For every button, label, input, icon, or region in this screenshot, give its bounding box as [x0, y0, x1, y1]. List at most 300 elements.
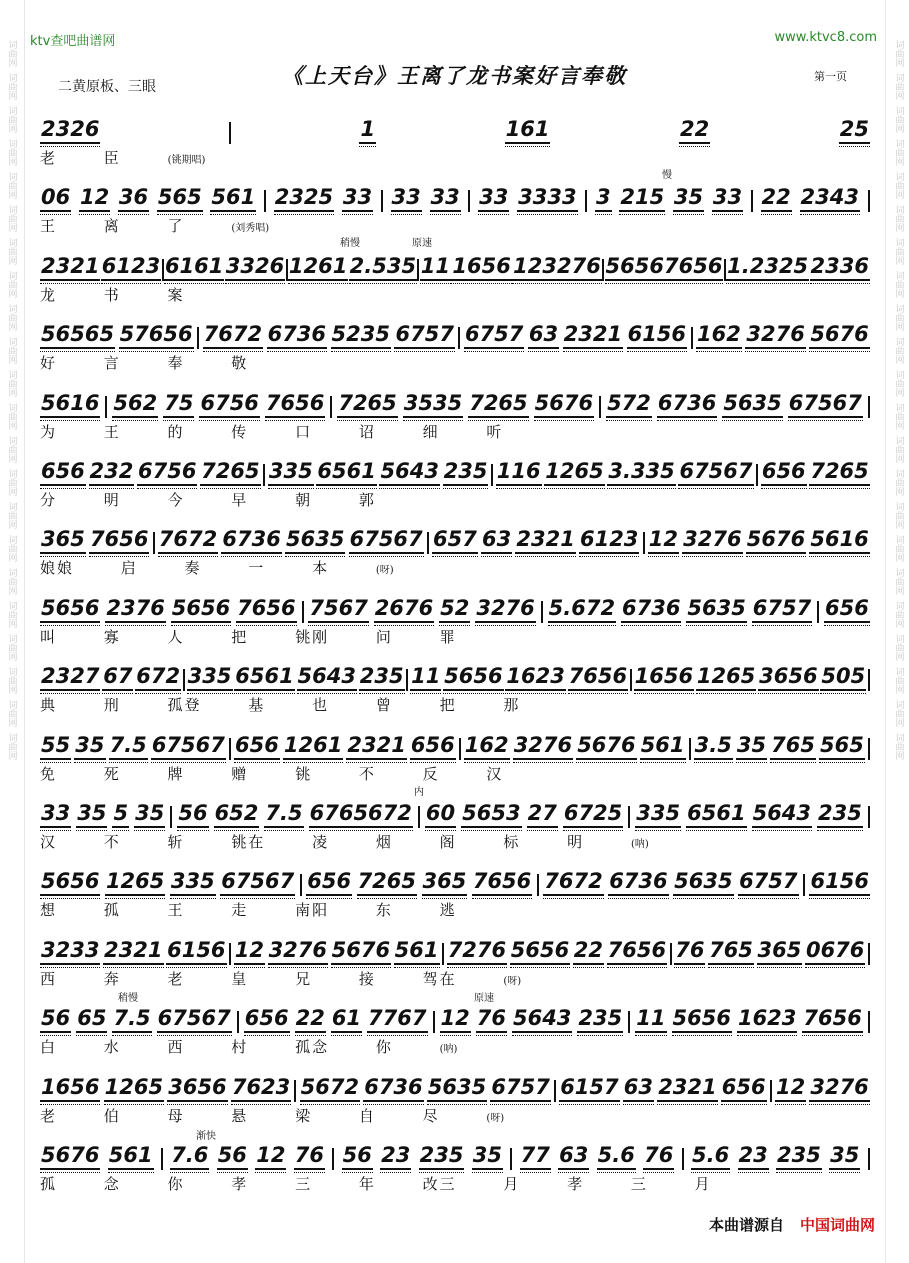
note-group: 1265 — [105, 869, 165, 896]
note-group: 23 — [738, 1143, 769, 1170]
watermark-text: 词曲网 — [893, 73, 904, 100]
note-group: 5635 — [686, 596, 746, 623]
bar-line — [468, 190, 470, 212]
watermark-text: 词曲网 — [893, 40, 904, 67]
note-group: 6725 — [563, 801, 623, 828]
note-group: 7265 — [809, 459, 869, 486]
site-name-left: ktv查吧曲谱网 — [30, 34, 116, 49]
bar-line — [554, 1080, 556, 1102]
note-group: 6561 — [234, 664, 294, 691]
watermark-text: 词曲网 — [6, 634, 17, 661]
note-group: 7.5 — [264, 801, 303, 828]
note-group: 365 — [422, 869, 468, 896]
note-group: 06 — [40, 185, 71, 212]
note-group: 67567 — [678, 459, 753, 486]
note-group: 656 — [234, 733, 280, 760]
bar-line — [537, 874, 539, 896]
credit-brand: 中国词曲网 — [799, 1216, 875, 1234]
lyric-text: 白 水 西 村 孤念 你 — [40, 1038, 393, 1057]
note-group: 1623 — [505, 664, 565, 691]
lyric-text: 孤 念 你 孝 三 年 改三 月 孝 三 月 — [40, 1175, 712, 1193]
note-group: 565 — [157, 185, 203, 212]
note-group: 6736 — [608, 869, 668, 896]
note-group: 2.535 — [349, 254, 417, 281]
bar-line — [817, 601, 819, 623]
watermark-text: 词曲网 — [893, 733, 904, 760]
note-group: 67567 — [788, 391, 863, 418]
note-group: 6736 — [221, 527, 281, 554]
tempo-mark-slightly-slow: 稍慢 — [118, 993, 138, 1004]
note-group: 5643 — [752, 801, 812, 828]
note-group: 561 — [108, 1143, 154, 1170]
note-group: 235 — [443, 459, 489, 486]
note-group: 5616 — [809, 527, 869, 554]
bar-line — [628, 1011, 630, 1033]
note-group: 7767 — [367, 1006, 427, 1033]
page-title: 《上天台》王离了龙书案好言奉敬 — [282, 63, 627, 88]
note-group: 6156 — [809, 869, 869, 896]
note-group: 12 — [440, 1006, 471, 1033]
note-group: 561 — [394, 938, 440, 965]
watermark-text: 词曲网 — [893, 667, 904, 694]
watermark-text: 词曲网 — [6, 601, 17, 628]
watermark-text: 词曲网 — [6, 205, 17, 232]
note-group: 6757 — [394, 322, 454, 349]
bar-line — [541, 601, 543, 623]
watermark-text: 词曲网 — [893, 139, 904, 166]
note-group: 12 — [255, 1143, 286, 1170]
note-group: 235 — [776, 1143, 822, 1170]
watermark-text: 词曲网 — [6, 172, 17, 199]
note-group: 35 — [134, 801, 165, 828]
score-line — [40, 724, 870, 792]
watermark-text: 词曲网 — [893, 304, 904, 331]
bar-line — [868, 190, 870, 212]
note-group: 7265 — [468, 391, 528, 418]
bar-line — [294, 1080, 296, 1102]
bar-line — [682, 1148, 684, 1170]
bar-line — [418, 806, 420, 828]
note-group: 6757 — [464, 322, 524, 349]
bar-line — [689, 738, 691, 760]
bar-line — [229, 122, 231, 144]
singer-note: (呀) — [486, 1112, 505, 1124]
bar-line — [459, 738, 461, 760]
note-group: 56567656 — [605, 254, 724, 281]
note-group: 76 — [476, 1006, 507, 1033]
watermark-text: 词曲网 — [6, 304, 17, 331]
note-group: 5676 — [576, 733, 636, 760]
note-group: 5656 — [672, 1006, 732, 1033]
watermark-text: 词曲网 — [893, 535, 904, 562]
bar-line — [406, 669, 408, 691]
note-group: 57656 — [119, 322, 194, 349]
lyric-row — [40, 421, 870, 441]
note-group: 7.6 — [170, 1143, 209, 1170]
note-group: 6156 — [166, 938, 226, 965]
note-group: 35 — [76, 801, 107, 828]
bar-line — [868, 943, 870, 965]
note-group: 1656 — [40, 1075, 100, 1102]
note-group: 656 — [410, 733, 456, 760]
score-line — [40, 587, 870, 655]
lyric-text: 老 臣 — [40, 149, 121, 167]
margin-guide-line — [885, 0, 886, 1263]
note-group: 22 — [761, 185, 792, 212]
note-row — [40, 866, 870, 896]
note-group: 6736 — [621, 596, 681, 623]
note-group: 765 — [708, 938, 754, 965]
note-group: 3535 — [403, 391, 463, 418]
note-group: 5616 — [40, 391, 100, 418]
note-group: 2321 — [346, 733, 406, 760]
note-group: 335 — [187, 664, 233, 691]
note-group: 335 — [268, 459, 314, 486]
note-row — [40, 935, 870, 965]
note-group: 35 — [74, 733, 105, 760]
note-group: 7656 — [472, 869, 532, 896]
lyric-row — [40, 557, 870, 577]
lyric-text: 免 死 牌 赠 铫 不 反 汉 — [40, 764, 504, 783]
singer-note: (呐) — [630, 839, 649, 850]
watermark-text: 词曲网 — [6, 667, 17, 694]
note-group: 65 — [76, 1006, 107, 1033]
note-group: 22 — [679, 117, 710, 144]
note-group: 6123 — [579, 527, 639, 554]
bar-line — [751, 190, 753, 212]
note-group: 76 — [674, 938, 705, 965]
lyric-row — [40, 831, 870, 851]
watermark-text: 词曲网 — [893, 172, 904, 199]
bar-line — [237, 1011, 239, 1033]
note-group: 56 — [40, 1006, 71, 1033]
note-group: 5.672 — [548, 596, 616, 623]
note-group: 77 — [520, 1143, 551, 1170]
lyric-row — [40, 968, 870, 988]
bar-line — [643, 532, 645, 554]
note-row — [40, 1140, 870, 1170]
note-group: 35 — [736, 733, 767, 760]
note-group: 656 — [761, 459, 807, 486]
note-group: 5676 — [331, 938, 391, 965]
lyric-text: 汉 不 斩 铫在 凌 烟 阁 标 明 — [40, 833, 585, 851]
site-url-right: www.ktvc8.com — [774, 30, 877, 45]
note-group: 7265 — [337, 391, 397, 418]
note-group: 2343 — [800, 185, 860, 212]
note-group: 6765672 — [309, 801, 413, 828]
note-group: 61 — [331, 1006, 362, 1033]
lyric-row — [40, 1173, 870, 1193]
note-group: 652 — [214, 801, 260, 828]
note-group: 33 — [478, 185, 509, 212]
note-group: 6157 — [559, 1075, 619, 1102]
note-group: 5656 — [40, 869, 100, 896]
watermark-text: 词曲网 — [893, 502, 904, 529]
note-group: 6561 — [686, 801, 746, 828]
note-group: 5235 — [331, 322, 391, 349]
watermark-text: 词曲网 — [6, 337, 17, 364]
note-group: 562 — [112, 391, 158, 418]
note-group: 7672 — [543, 869, 603, 896]
note-group: 365 — [40, 527, 86, 554]
bar-line — [868, 738, 870, 760]
singer-note: (呐) — [439, 1044, 458, 1056]
note-row — [40, 114, 870, 144]
note-group: 35 — [673, 185, 704, 212]
note-group: 33 — [391, 185, 422, 212]
note-group: 116 — [496, 459, 542, 486]
note-group: 5643 — [379, 459, 439, 486]
note-group: 3233 — [40, 938, 100, 965]
note-group: 1623 — [737, 1006, 797, 1033]
note-group: 765 — [770, 733, 816, 760]
note-group: 1265 — [544, 459, 604, 486]
note-group: 5635 — [673, 869, 733, 896]
note-group: 56 — [177, 801, 208, 828]
note-group: 235 — [577, 1006, 623, 1033]
note-group: 7656 — [89, 527, 149, 554]
note-group: 35 — [829, 1143, 860, 1170]
note-group: 656 — [306, 869, 352, 896]
score-line — [40, 655, 870, 723]
source-credit — [709, 1214, 875, 1235]
note-group: 2321 — [515, 527, 575, 554]
note-group: 2321 — [657, 1075, 717, 1102]
bar-line — [803, 874, 805, 896]
watermark-text: 词曲网 — [893, 205, 904, 232]
note-group: 561 — [210, 185, 256, 212]
note-group: 3.335 — [607, 459, 675, 486]
note-group: 6736 — [267, 322, 327, 349]
note-group: 33 — [712, 185, 743, 212]
note-group: 1265 — [696, 664, 756, 691]
note-group: 7656 — [568, 664, 628, 691]
note-group: 6757 — [490, 1075, 550, 1102]
note-group: 3276 — [475, 596, 535, 623]
score-line — [40, 860, 870, 928]
score-line — [40, 450, 870, 518]
note-group: 67567 — [151, 733, 226, 760]
note-group: 60 — [425, 801, 456, 828]
score-line — [40, 1134, 870, 1202]
note-group: 656 — [824, 596, 870, 623]
note-group: 56 — [342, 1143, 373, 1170]
note-row — [40, 251, 870, 281]
note-group: 1261 — [288, 254, 348, 281]
note-group: 505 — [820, 664, 866, 691]
note-row — [40, 524, 870, 554]
bar-line — [868, 806, 870, 828]
note-group: 1656 — [634, 664, 694, 691]
score-line — [40, 792, 870, 860]
note-row — [40, 661, 870, 691]
note-group: 5676 — [40, 1143, 100, 1170]
lyric-row — [40, 694, 870, 714]
lyric-text: 龙 书 案 — [40, 285, 185, 304]
note-group: 7672 — [158, 527, 218, 554]
score-line — [40, 313, 870, 381]
lyric-row — [40, 763, 870, 783]
bar-line — [433, 1011, 435, 1033]
note-group: 5.6 — [597, 1143, 636, 1170]
note-group: 235 — [359, 664, 405, 691]
lyric-text: 分 明 今 早 朝 郭 — [40, 491, 376, 509]
note-group: 12 — [775, 1075, 806, 1102]
note-group: 63 — [481, 527, 512, 554]
note-group: 36 — [118, 185, 149, 212]
note-group: 6156 — [627, 322, 687, 349]
note-group: 335 — [170, 869, 216, 896]
tempo-mark-slightly-slow: 稍慢 — [340, 238, 360, 249]
page-number: 第一页 — [814, 70, 847, 83]
note-group: 6736 — [363, 1075, 423, 1102]
note-group: 572 — [606, 391, 652, 418]
watermark-text: 词曲网 — [893, 370, 904, 397]
bar-line — [868, 1148, 870, 1170]
note-group: 235 — [419, 1143, 465, 1170]
lyric-text: 为 王 的 传 口 诏 细 听 — [40, 422, 504, 441]
note-group: 56 — [217, 1143, 248, 1170]
watermark-text: 词曲网 — [893, 271, 904, 298]
watermark-text: 词曲网 — [893, 469, 904, 496]
note-group: 5656 — [510, 938, 570, 965]
note-group: 3276 — [745, 322, 805, 349]
margin-guide-line — [24, 0, 25, 1263]
note-group: 3333 — [517, 185, 577, 212]
note-group: 6757 — [738, 869, 798, 896]
watermark-text: 词曲网 — [6, 568, 17, 595]
watermark-text: 词曲网 — [6, 238, 17, 265]
note-group: 656 — [40, 459, 86, 486]
note-group: 1656 — [451, 254, 511, 281]
note-group: 2327 — [40, 664, 100, 691]
note-group: 75 — [163, 391, 194, 418]
bar-line — [170, 806, 172, 828]
note-group: 63 — [623, 1075, 654, 1102]
note-row — [40, 388, 870, 418]
note-group: 2676 — [374, 596, 434, 623]
note-group: 7656 — [607, 938, 667, 965]
watermark-text: 词曲网 — [893, 634, 904, 661]
note-group: 0676 — [805, 938, 865, 965]
lyric-row — [40, 215, 870, 235]
note-group: 672 — [135, 664, 181, 691]
watermark-text: 词曲网 — [893, 238, 904, 265]
bar-line — [263, 464, 265, 486]
note-group: 67 — [102, 664, 133, 691]
watermark-text: 词曲网 — [6, 271, 17, 298]
note-group: 2325 — [274, 185, 334, 212]
watermark-text: 词曲网 — [893, 106, 904, 133]
note-group: 6561 — [316, 459, 376, 486]
note-row — [40, 182, 870, 212]
note-group: 56565 — [40, 322, 115, 349]
note-group: 33 — [430, 185, 461, 212]
note-group: 7623 — [231, 1075, 291, 1102]
bar-line — [264, 190, 266, 212]
bar-line — [868, 1011, 870, 1033]
note-group: 2336 — [810, 254, 870, 281]
note-group: 35 — [472, 1143, 503, 1170]
score-line — [40, 176, 870, 244]
watermark-text: 词曲网 — [6, 502, 17, 529]
bar-line — [302, 601, 304, 623]
score-line — [40, 382, 870, 450]
note-group: 2376 — [105, 596, 165, 623]
note-group: 55 — [40, 733, 71, 760]
bar-line — [330, 396, 332, 418]
note-group: 656 — [244, 1006, 290, 1033]
note-group: 235 — [817, 801, 863, 828]
tempo-mark-accelerate: 渐快 — [196, 1131, 216, 1142]
note-group: 33 — [40, 801, 71, 828]
note-group: 7567 — [308, 596, 368, 623]
note-group: 11 — [410, 664, 441, 691]
bar-line — [868, 669, 870, 691]
note-group: 33 — [342, 185, 373, 212]
lyric-row — [40, 489, 870, 509]
lyric-text: 好 言 奉 敬 — [40, 354, 249, 373]
bar-line — [458, 327, 460, 349]
bar-line — [197, 327, 199, 349]
note-group: 63 — [528, 322, 559, 349]
watermark-text: 词曲网 — [6, 370, 17, 397]
note-group: 3276 — [513, 733, 573, 760]
tempo-mark-slow: 慢 — [662, 170, 672, 181]
watermark-text: 词曲网 — [6, 139, 17, 166]
watermark-text: 词曲网 — [893, 601, 904, 628]
bar-line — [183, 669, 185, 691]
score-line — [40, 245, 870, 313]
note-group: 5676 — [746, 527, 806, 554]
note-group: 52 — [439, 596, 470, 623]
note-group: 11 — [635, 1006, 666, 1033]
bar-line — [229, 943, 231, 965]
right-watermark-strip — [887, 0, 909, 1263]
note-group: 161 — [505, 117, 551, 144]
note-row — [40, 593, 870, 623]
singer-note: (铫期唱) — [167, 155, 206, 166]
watermark-text: 词曲网 — [6, 436, 17, 463]
bar-line — [491, 464, 493, 486]
lyric-row — [40, 626, 870, 646]
singer-note: (刘秀唱) — [231, 223, 270, 235]
note-group: 365 — [757, 938, 803, 965]
bar-line — [599, 396, 601, 418]
mark-inner: 内 — [414, 787, 424, 798]
bar-line — [332, 1148, 334, 1170]
bar-line — [300, 874, 302, 896]
note-group: 232 — [89, 459, 135, 486]
note-group: 5.6 — [691, 1143, 730, 1170]
note-group: 5656 — [171, 596, 231, 623]
note-group: 1.2325 — [726, 254, 809, 281]
note-row — [40, 730, 870, 760]
note-group: 5656 — [443, 664, 503, 691]
note-group: 6757 — [752, 596, 812, 623]
note-group: 7656 — [802, 1006, 862, 1033]
note-group: 12 — [648, 527, 679, 554]
lyric-text: 叫 寡 人 把 铫刚 问 罪 — [40, 627, 457, 646]
note-group: 6756 — [137, 459, 197, 486]
bar-line — [510, 1148, 512, 1170]
note-group: 12 — [79, 185, 110, 212]
note-group: 7656 — [265, 391, 325, 418]
note-group: 5635 — [285, 527, 345, 554]
note-group: 6123 — [101, 254, 161, 281]
note-group: 5635 — [722, 391, 782, 418]
note-group: 67567 — [157, 1006, 232, 1033]
